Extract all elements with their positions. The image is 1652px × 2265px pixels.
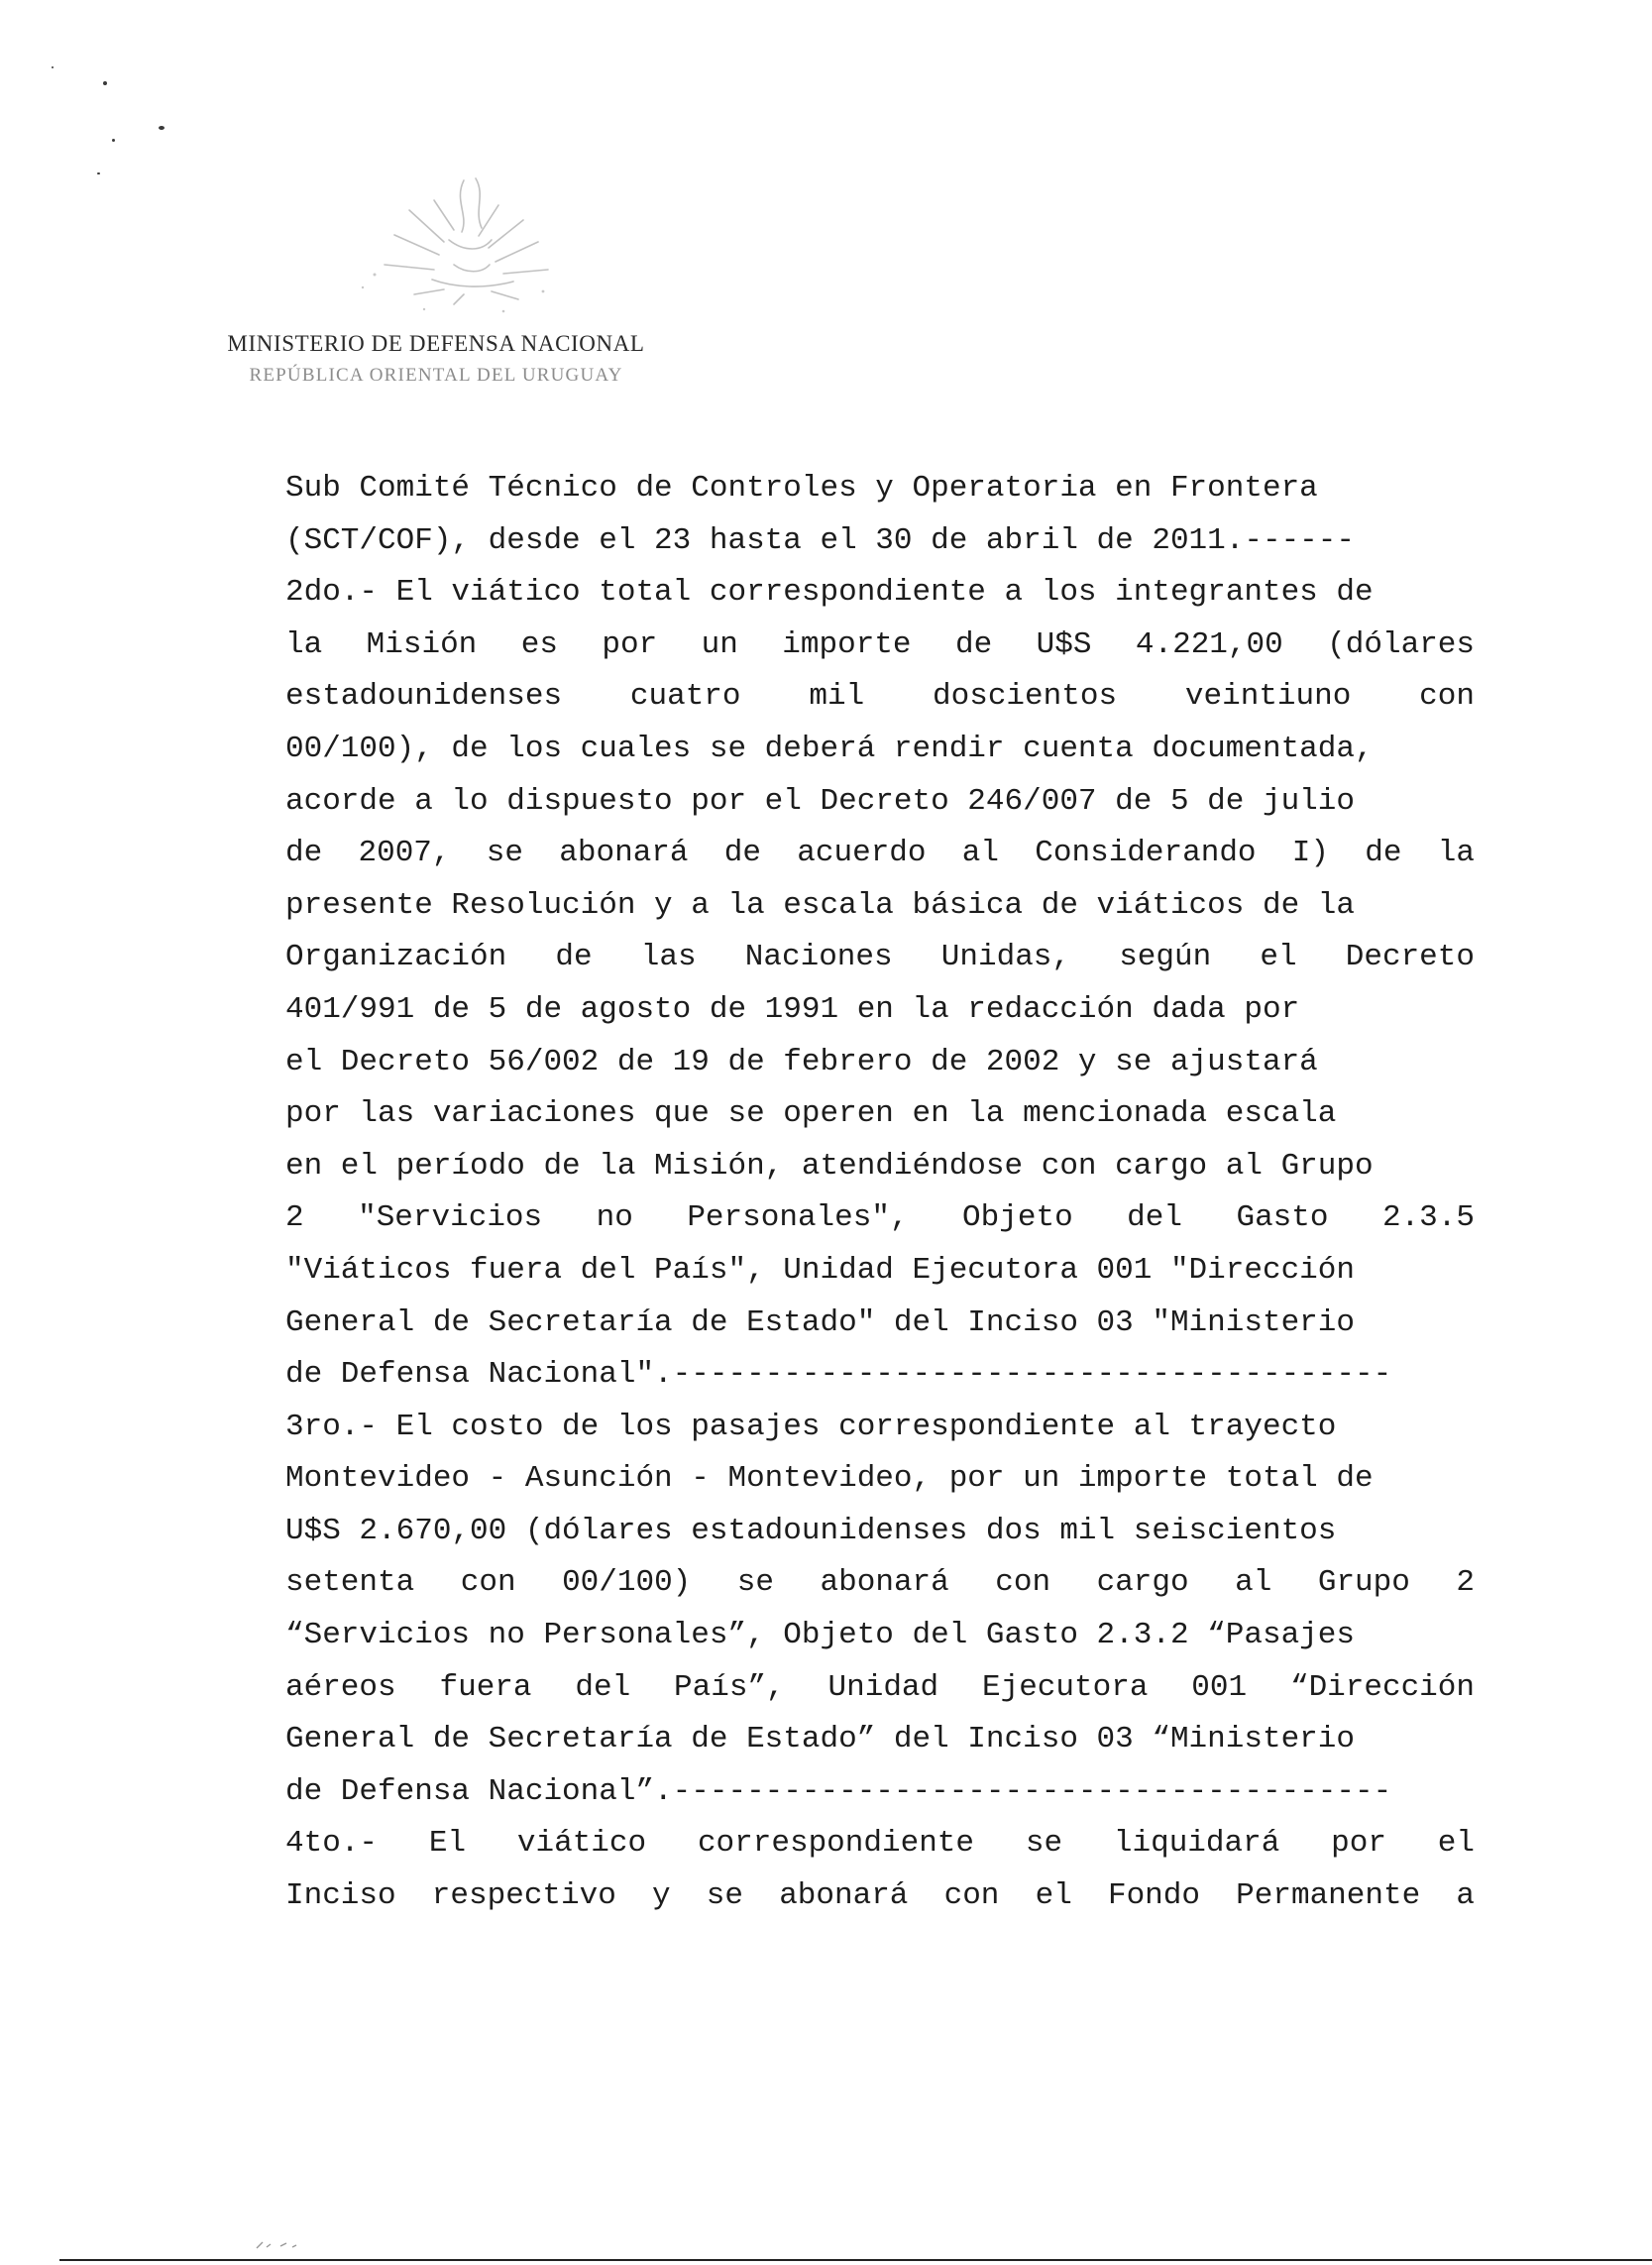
text-line: 3ro.- El costo de los pasajes correspondiente al trayecto <box>285 1409 1337 1444</box>
text-line: estadounidenses cuatro mil doscientos veintiuno con <box>285 679 1475 715</box>
resolution-body <box>285 463 1475 1923</box>
text-line: en el período de la Misión, atendiéndose con cargo al Grupo <box>285 1148 1374 1184</box>
text-line: el Decreto 56/002 de 19 de febrero de 2002 y se ajustará <box>285 1044 1318 1079</box>
text-line: General de Secretaría de Estado” del Inciso 03 “Ministerio <box>285 1722 1355 1757</box>
text-line: Inciso respectivo y se abonará con el Fondo Permanente a <box>285 1878 1475 1914</box>
text-line: Montevideo - Asunción - Montevideo, por un importe total de <box>285 1461 1374 1497</box>
scan-speck <box>112 139 115 142</box>
text-line: (SCT/COF), desde el 23 hasta el 30 de abril de 2011.------ <box>285 522 1355 558</box>
text-line: por las variaciones que se operen en la mencionada escala <box>285 1096 1337 1132</box>
text-line: de Defensa Nacional”.--------------------------------------- <box>285 1773 1392 1809</box>
scan-mark <box>253 2238 312 2252</box>
text-line: acorde a lo dispuesto por el Decreto 246/007 de 5 de julio <box>285 783 1355 819</box>
scan-speck <box>97 172 100 174</box>
text-line: U$S 2.670,00 (dólares estadounidenses dos mil seiscientos <box>285 1513 1337 1548</box>
text-line: 4to.- El viático correspondiente se liquidará por el <box>285 1826 1475 1862</box>
text-line: 2do.- El viático total correspondiente a los integrantes de <box>285 575 1374 611</box>
text-line: Sub Comité Técnico de Controles y Operatoria en Frontera <box>285 471 1318 506</box>
text-line: "Viáticos fuera del País", Unidad Ejecutora 001 "Dirección <box>285 1252 1355 1288</box>
text-line: “Servicios no Personales”, Objeto del Gasto 2.3.2 “Pasajes <box>285 1618 1355 1653</box>
text-line: Organización de las Naciones Unidas, según el Decreto <box>285 940 1475 975</box>
text-line: de 2007, se abonará de acuerdo al Considerando I) de la <box>285 836 1475 871</box>
text-line: 00/100), de los cuales se deberá rendir cuenta documentada, <box>285 731 1374 766</box>
sun-emblem-icon <box>315 170 565 319</box>
text-line: presente Resolución y a la escala básica de viáticos de la <box>285 887 1355 923</box>
page-edge-rule <box>59 2259 1652 2261</box>
scan-speck <box>103 81 107 85</box>
text-line: 401/991 de 5 de agosto de 1991 en la redacción dada por <box>285 991 1300 1027</box>
scan-speck <box>52 66 54 68</box>
text-line: setenta con 00/100) se abonará con cargo al Grupo 2 <box>285 1565 1475 1601</box>
text-line: 2 "Servicios no Personales", Objeto del Gasto 2.3.5 <box>285 1200 1475 1236</box>
text-line: aéreos fuera del País”, Unidad Ejecutora 001 “Dirección <box>285 1669 1475 1705</box>
republic-name: REPÚBLICA ORIENTAL DEL URUGUAY <box>249 365 623 386</box>
text-line: la Misión es por un importe de U$S 4.221,00 (dólares <box>285 626 1475 662</box>
scan-speck <box>159 126 165 130</box>
text-line: de Defensa Nacional".--------------------------------------- <box>285 1357 1392 1393</box>
text-line: General de Secretaría de Estado" del Inciso 03 "Ministerio <box>285 1304 1355 1340</box>
letterhead <box>149 325 723 389</box>
ministry-name: MINISTERIO DE DEFENSA NACIONAL <box>227 331 645 356</box>
